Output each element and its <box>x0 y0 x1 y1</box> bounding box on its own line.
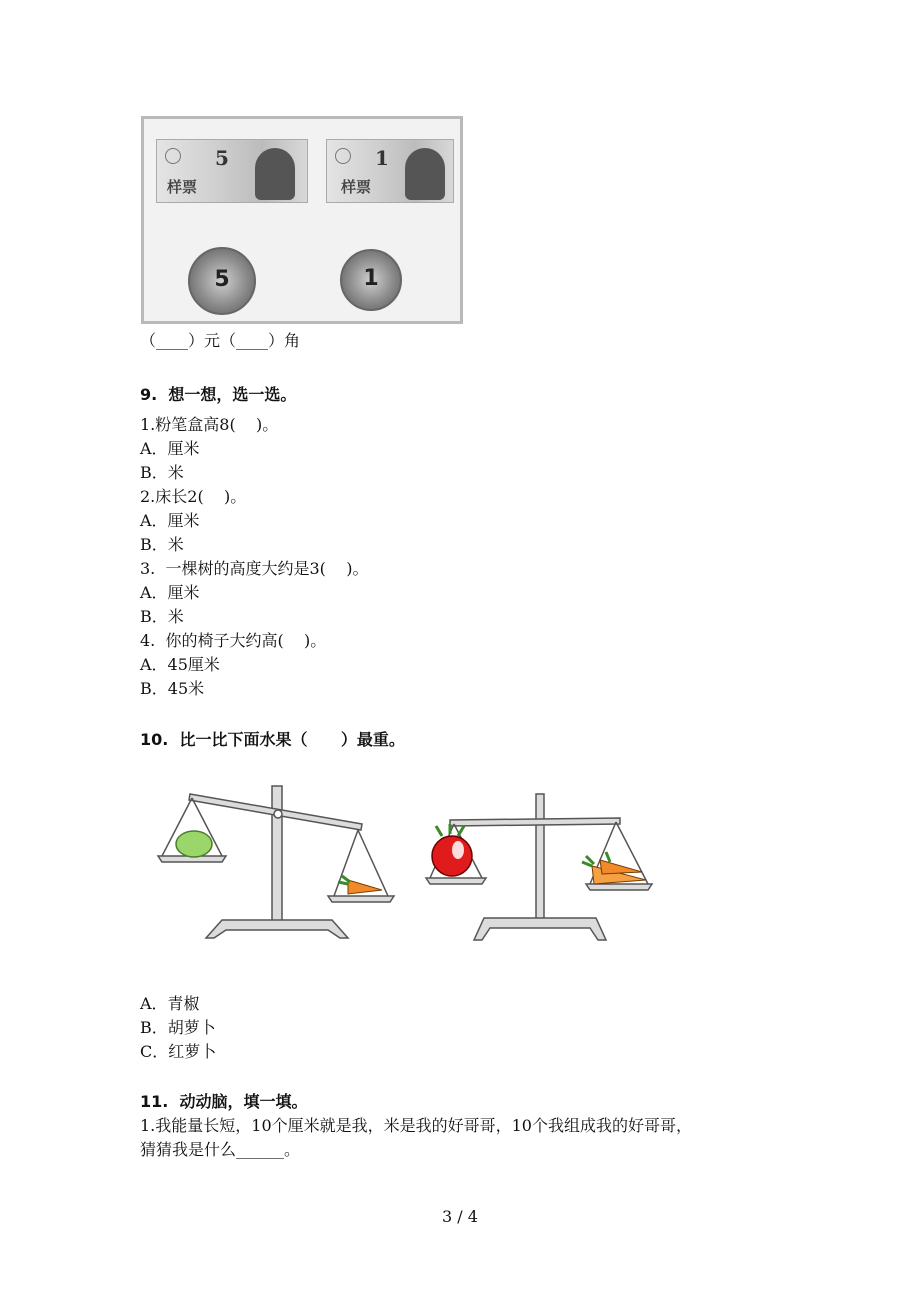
page-number: 3 / 4 <box>442 1207 478 1226</box>
option-c: C．红萝卜 <box>140 1042 217 1061</box>
list-item: B．45米 <box>140 679 205 698</box>
question-11-line-2: 猜猜我是什么______。 <box>140 1140 301 1159</box>
note-denomination: 5 <box>215 146 229 170</box>
note-denomination: 1 <box>375 146 389 170</box>
list-item: A．45厘米 <box>140 655 220 674</box>
question-11-line-1: 1.我能量长短，10个厘米就是我，米是我的好哥哥，10个我组成我的好哥哥， <box>140 1116 692 1135</box>
emblem-icon <box>165 148 181 164</box>
option-b: B．胡萝卜 <box>140 1018 216 1037</box>
question-9-title: 9. 想一想，选一选。 <box>140 385 297 404</box>
portrait <box>255 148 295 200</box>
list-item: 4. 你的椅子大约高( )。 <box>140 631 327 650</box>
list-item: A．厘米 <box>140 511 200 530</box>
coin-1-jiao: 1 <box>340 249 402 311</box>
sample-stamp: 样票 <box>167 178 198 196</box>
banknote-5-yuan <box>156 139 308 203</box>
money-picture <box>141 116 463 324</box>
green-pepper-icon <box>176 831 212 857</box>
question-11-title: 11. 动动脑，填一填。 <box>140 1092 308 1111</box>
option-a: A．青椒 <box>140 994 200 1013</box>
balance-scale-left <box>158 786 394 938</box>
balance-scales-illustration <box>150 780 660 955</box>
question-10-title: 10. 比一比下面水果（ ）最重。 <box>140 730 405 749</box>
list-item: A．厘米 <box>140 439 200 458</box>
list-item: B．米 <box>140 535 184 554</box>
banknote-1-yuan <box>326 139 454 203</box>
radish-icon <box>432 824 472 876</box>
sample-stamp: 样票 <box>341 178 372 196</box>
list-item: 1.粉笔盒高8( )。 <box>140 415 279 434</box>
coin-5-jiao: 5 <box>188 247 256 315</box>
list-item: 2.床长2( )。 <box>140 487 247 506</box>
emblem-icon <box>335 148 351 164</box>
money-answer-line: （____）元（____）角 <box>140 331 301 350</box>
carrot-icon <box>338 876 382 894</box>
list-item: A．厘米 <box>140 583 200 602</box>
list-item: B．米 <box>140 607 184 626</box>
list-item: 3. 一棵树的高度大约是3( )。 <box>140 559 369 578</box>
portrait <box>405 148 445 200</box>
list-item: B．米 <box>140 463 184 482</box>
